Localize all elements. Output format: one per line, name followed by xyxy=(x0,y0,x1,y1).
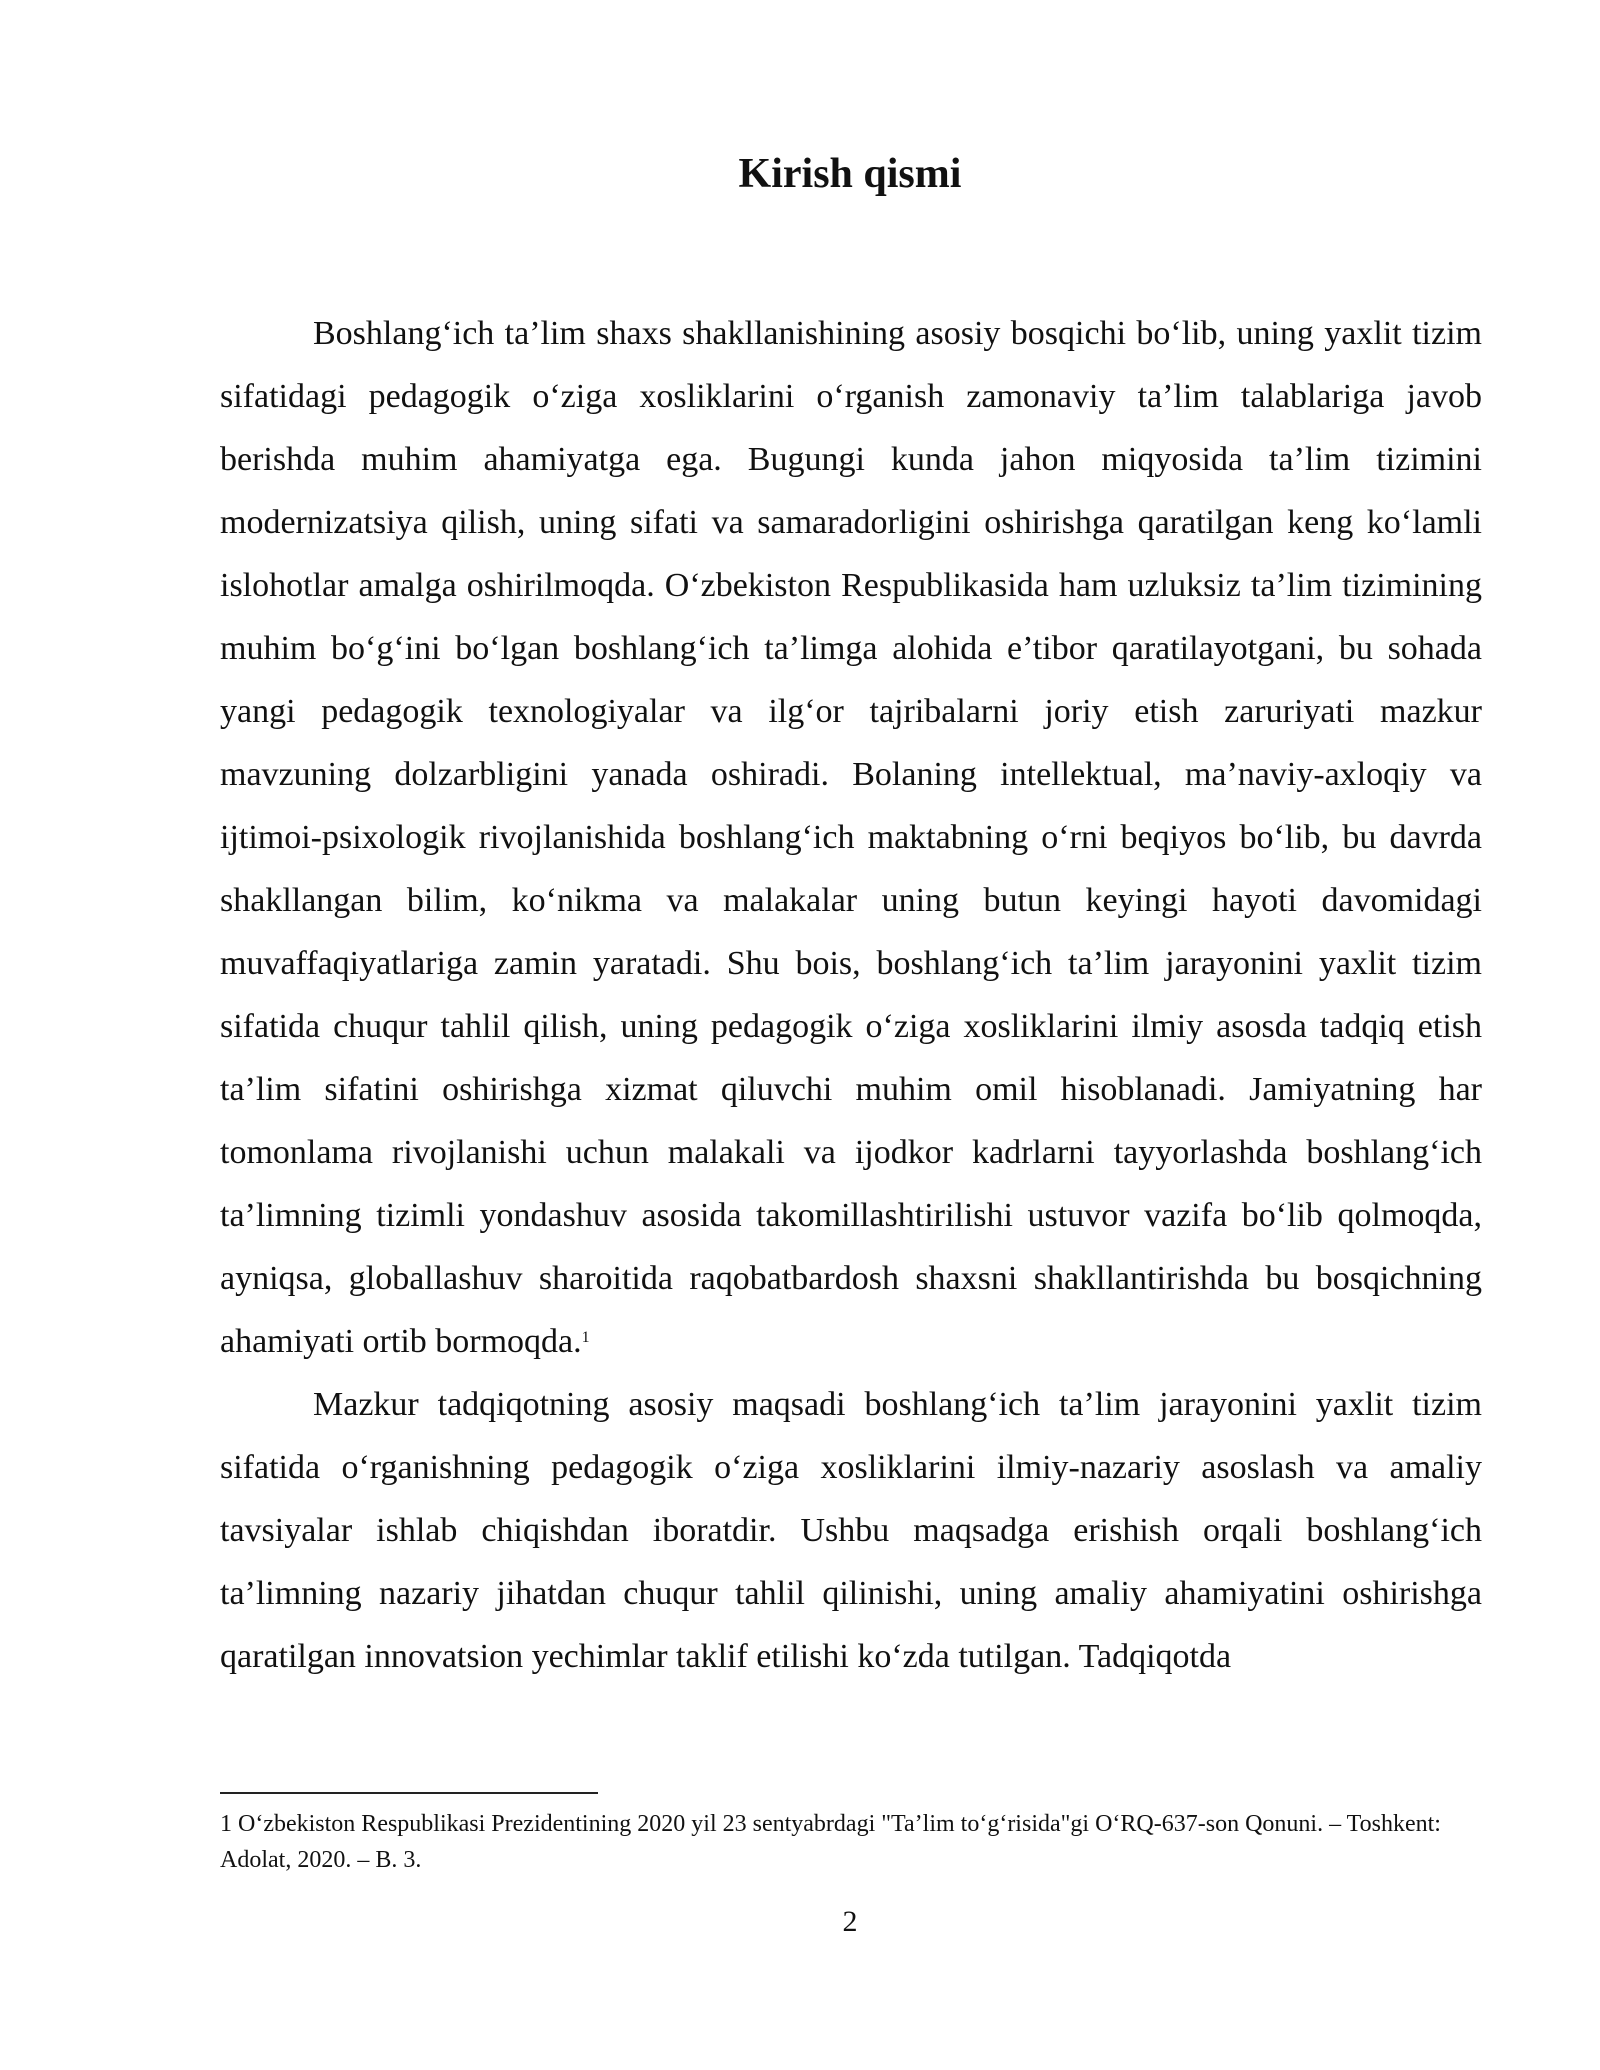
paragraph-1-text: Boshlang‘ich ta’lim shaxs shakllanishining asosiy bosqichi bo‘lib, uning yaxlit tizim sifatidagi pedagogik o‘ziga xosliklarini o‘rganish zamonaviy ta’lim talablariga javob berishda muhim ahamiyatga ega. Bugungi kunda jahon miqyosida ta’lim tizimini modernizatsiya qilish, uning sifati va samaradorligini oshirishga qaratilgan keng ko‘lamli islohotlar amalga oshirilmoqda. O‘zbekiston Respublikasida ham uzluksiz ta’lim tizimining muhim bo‘g‘ini bo‘lgan boshlang‘ich ta’limga alohida e’tibor qaratilayotgani, bu sohada yangi pedagogik texnologiyalar va ilg‘or tajribalarni joriy etish zaruriyati mazkur mavzuning dolzarbligini yanada oshiradi. Bolaning intellektual, ma’naviy-axloqiy va ijtimoi-psixologik rivojlanishida boshlang‘ich maktabning o‘rni beqiyos bo‘lib, bu davrda shakllangan bilim, ko‘nikma va malakalar uning butun keyingi hayoti davomidagi muvaffaqiyatlariga zamin yaratadi. Shu bois, boshlang‘ich ta’lim jarayonini yaxlit tizim sifatida chuqur tahlil qilish, uning pedagogik o‘ziga xosliklarini ilmiy asosda tadqiq etish ta’lim sifatini oshirishga xizmat qiluvchi muhim omil hisoblanadi. Jamiyatning har tomonlama rivojlanishi uchun malakali va ijodkor kadrlarni tayyorlashda boshlang‘ich ta’limning tizimli yondashuv asosida takomillashtirilishi ustuvor vazifa bo‘lib qolmoqda, ayniqsa, globallashuv sharoitida raqobatbardosh shaxsni shakllantirishda bu bosqichning ahamiyati ortib bormoqda. xyxy=(220,315,1482,1360)
footnote xyxy=(220,1806,1482,1878)
paragraph-2-text: Mazkur tadqiqotning asosiy maqsadi boshlang‘ich ta’lim jarayonini yaxlit tizim sifatida o‘rganishning pedagogik o‘ziga xosliklarini ilmiy-nazariy asoslash va amaliy tavsiyalar ishlab chiqishdan iboratdir. Ushbu maqsadga erishish orqali boshlang‘ich ta’limning nazariy jihatdan chuqur tahlil qilinishi, uning amaliy ahamiyatini oshirishga qaratilgan innovatsion yechimlar taklif etilishi ko‘zda tutilgan. Tadqiqotda xyxy=(220,1386,1482,1675)
paragraph-2 xyxy=(220,1373,1482,1688)
page-number: 2 xyxy=(842,1905,858,1938)
footnote-text: O‘zbekiston Respublikasi Prezidentining 2020 yil 23 sentyabrdagi "Ta’lim to‘g‘risida"gi O‘RQ-637-son Qonuni. – Toshkent: Adolat, 2020. – B. 3. xyxy=(220,1811,1441,1873)
footnote-number: 1 xyxy=(220,1811,232,1837)
paragraph-1 xyxy=(220,302,1482,1373)
footnote-reference[interactable]: 1 xyxy=(581,1329,590,1346)
section-title: Kirish qismi xyxy=(738,151,962,197)
footnote-separator xyxy=(220,1792,598,1794)
body-text xyxy=(220,302,1482,1688)
